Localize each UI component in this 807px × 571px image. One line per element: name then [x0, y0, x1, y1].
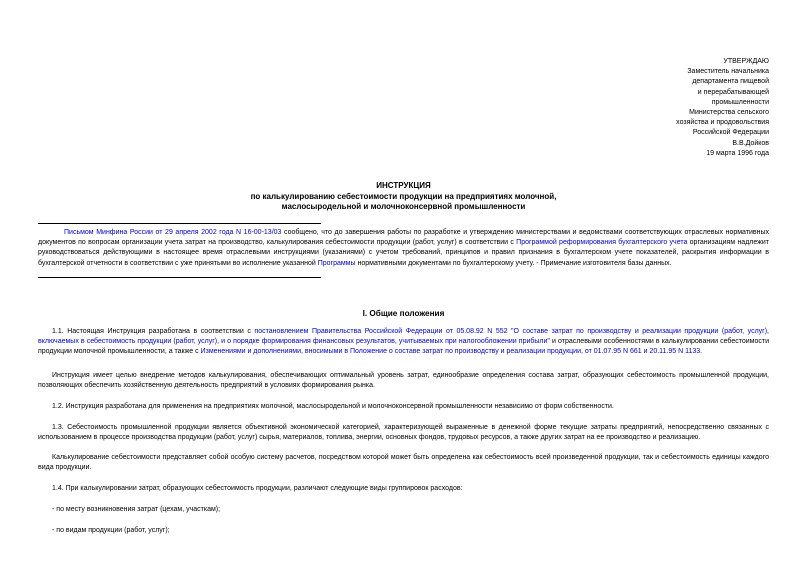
paragraph-text: .: [700, 348, 703, 356]
government-decree-link[interactable]: постановлением Правительства Российской Федерации от 05.08.92 N 552 "О составе затрат по производству и реализации продукции (работ, услуг), включаемых в себестоимость продукции (работ, услуг), и о порядке формирования финансовых результатов, учитываемых при налогообложении прибыли": [38, 328, 769, 346]
paragraph-1-2: 1.2. Инструкция разработана для применения на предприятиях молочной, маслосыродельной и молочноконсервной промышленности независимо от форм собственности.: [52, 403, 614, 410]
section-heading: I. Общие положения: [362, 309, 445, 318]
approval-line: и перерабатывающей: [697, 88, 769, 96]
title-line-3: маслосыродельной и молочноконсервной промышленности: [281, 202, 526, 211]
list-item: - по видам продукции (работ, услуг);: [52, 527, 170, 534]
list-item: - по месту возникновения затрат (цехам, участкам);: [52, 506, 221, 513]
paragraph-text: 1.1. Настоящая Инструкция разработана в соответствии с: [52, 328, 255, 335]
editor-note: [38, 228, 769, 269]
approval-line: В.В.Дойков: [732, 139, 769, 147]
paragraph-1-1: [38, 327, 769, 358]
title-line-2: по калькулированию себестоимости продукции на предприятиях молочной,: [250, 191, 557, 201]
approval-line: Министерства сельского: [689, 109, 769, 117]
approval-line: 19 марта 1996 года: [706, 149, 769, 157]
paragraph-costing: Калькулирование себестоимости представляет собой особую систему расчетов, посредством которой может быть определена как себестоимость всей произведенной продукции, так и себестоимость единицы каждого вида продукции.: [38, 454, 769, 472]
paragraph-text: и отраслевыми особенностями в калькулировании себестоимости продукции молочной промышленности, а также с: [38, 338, 769, 356]
approval-line: промышленности: [711, 98, 769, 106]
approval-line: Российской Федерации: [692, 129, 769, 137]
document-title: [0, 181, 807, 213]
approval-line: УТВЕРЖДАЮ: [723, 58, 769, 65]
approval-block: [676, 57, 769, 159]
paragraph-purpose: Инструкция имеет целью внедрение методов калькулирования, обеспечивающих оптимальный уровень затрат, единообразие определения состава затрат, образующих себестоимость промышленной продукции, позволяющих обеспечить хозяйственную деятельность предприятий в условиях формирования рынка.: [38, 372, 769, 390]
note-divider-bottom: [38, 277, 321, 278]
paragraph-1-4: 1.4. При калькулировании затрат, образующих себестоимость продукции, различают следующие виды группировок расходов:: [52, 485, 463, 492]
paragraph-1-3: 1.3. Себестоимость промышленной продукции является объективной экономической категорией, характеризующей выраженные в денежной форме текущие затраты предприятий, непосредственно связанных с использованием в процессе производства продукции (работ, услуг) сырья, материалов, топлива, энергии, основных фондов, трудовых ресурсов, а также других затрат на ее производство и реализацию.: [38, 424, 769, 442]
title-line-1: ИНСТРУКЦИЯ: [376, 181, 431, 190]
note-text: нормативными документами по бухгалтерскому учету. - Примечание изготовителя базы данных.: [355, 259, 672, 267]
program-link[interactable]: Программы: [317, 259, 356, 267]
approval-line: Заместитель начальника: [687, 68, 769, 76]
note-divider-top: [38, 223, 321, 224]
approval-line: департамента пищевой: [692, 78, 769, 86]
approval-line: хозяйства и продовольствия: [676, 119, 769, 127]
minfin-letter-link[interactable]: Письмом Минфина России от 29 апреля 2002 года N 16-00-13/03: [64, 229, 282, 236]
note-text: сообщено, что до завершения работы по разработке и утверждению министерствами и ведомствами соответствующих отраслевых нормативных документов по вопросам организации учета затрат на производство, калькулирования себестоимости продукции (работ, услуг) в соответствии с: [38, 229, 770, 247]
note-text: организациям надлежит руководствоваться действующими в настоящее время отраслевыми инструкциями (указаниями) с учетом требований, принципов и правил признания в бухгалтерском учете показателей, раскрытия информации в бухгалтерской отчетности в соответствии с уже принятыми во исполнение указанной: [38, 239, 769, 267]
reform-program-link[interactable]: Программой реформирования бухгалтерского учета: [516, 239, 688, 247]
amendments-link[interactable]: Изменениями и дополнениями, вносимыми в Положение о составе затрат по производству и реализации продукции, от 01.07.95 N 661 и 20.11.95 N 1133: [200, 348, 701, 356]
